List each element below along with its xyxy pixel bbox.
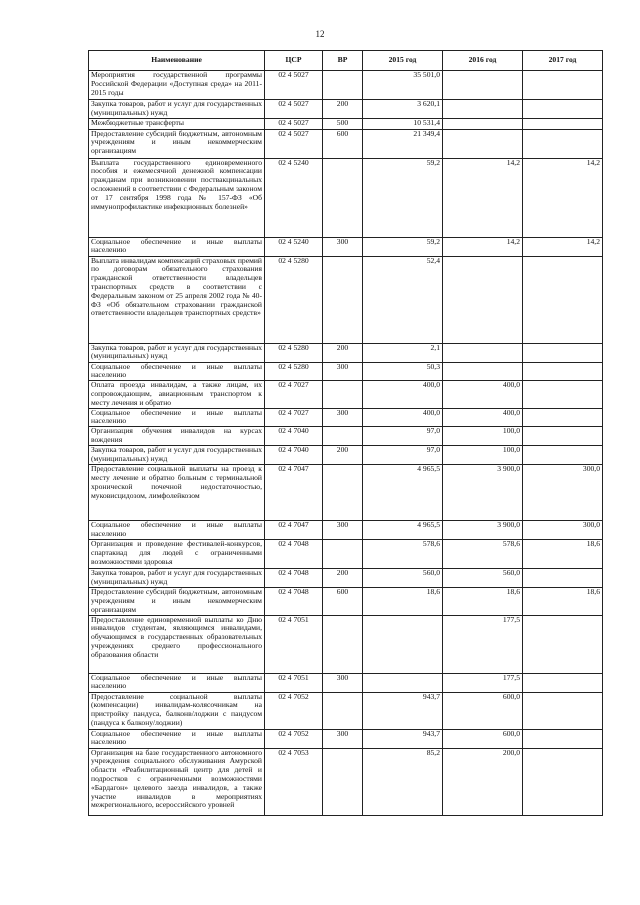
table-row bbox=[89, 408, 603, 427]
cell-vr: 200 bbox=[323, 343, 363, 362]
cell-csr: 02 4 7051 bbox=[265, 615, 323, 673]
cell-2017: 14,2 bbox=[523, 237, 603, 256]
cell-2015: 3 620,1 bbox=[363, 100, 443, 119]
table-body bbox=[89, 71, 603, 816]
cell-2015 bbox=[363, 615, 443, 673]
cell-csr: 02 4 7040 bbox=[265, 427, 323, 446]
table-row bbox=[89, 615, 603, 673]
column-header-name: Наименование bbox=[89, 51, 265, 71]
table-row bbox=[89, 427, 603, 446]
cell-vr bbox=[323, 465, 363, 521]
cell-2016 bbox=[443, 100, 523, 119]
cell-vr: 300 bbox=[323, 408, 363, 427]
cell-vr: 300 bbox=[323, 673, 363, 692]
table-row bbox=[89, 588, 603, 615]
cell-name: Предоставление субсидий бюджетным, автономным учреждениям и иным некоммерческим организациям bbox=[89, 129, 265, 158]
table-header-row bbox=[89, 51, 603, 71]
cell-2016: 177,5 bbox=[443, 673, 523, 692]
budget-table bbox=[88, 50, 603, 816]
cell-2016: 100,0 bbox=[443, 427, 523, 446]
table-row bbox=[89, 692, 603, 729]
cell-2016: 560,0 bbox=[443, 569, 523, 588]
cell-csr: 02 4 5027 bbox=[265, 100, 323, 119]
cell-csr: 02 4 7027 bbox=[265, 381, 323, 408]
column-header-csr: ЦСР bbox=[265, 51, 323, 71]
cell-2017 bbox=[523, 427, 603, 446]
cell-csr: 02 4 5280 bbox=[265, 362, 323, 381]
cell-2015: 943,7 bbox=[363, 729, 443, 748]
cell-2016: 177,5 bbox=[443, 615, 523, 673]
cell-csr: 02 4 5240 bbox=[265, 237, 323, 256]
cell-vr: 500 bbox=[323, 118, 363, 129]
cell-vr: 200 bbox=[323, 100, 363, 119]
cell-2015: 560,0 bbox=[363, 569, 443, 588]
cell-2017: 18,6 bbox=[523, 588, 603, 615]
cell-2017 bbox=[523, 256, 603, 343]
cell-2017: 300,0 bbox=[523, 465, 603, 521]
cell-name: Социальное обеспечение и иные выплаты населению bbox=[89, 408, 265, 427]
cell-name: Мероприятия государственной программы Российской Федерации «Доступная среда» на 2011-2015 годы bbox=[89, 71, 265, 100]
cell-vr bbox=[323, 381, 363, 408]
cell-csr: 02 4 5027 bbox=[265, 118, 323, 129]
cell-name: Выплата инвалидам компенсаций страховых премий по договорам обязательного страхования гражданской ответственности владельцев транспортных средств в соответствии с Федеральным законом от 25 апреля 2002 года № 40-ФЗ «Об обязательном страховании гражданской ответственности владельцев транспортных средств» bbox=[89, 256, 265, 343]
cell-csr: 02 4 5027 bbox=[265, 129, 323, 158]
cell-name: Закупка товаров, работ и услуг для государственных (муниципальных) нужд bbox=[89, 343, 265, 362]
table-row bbox=[89, 343, 603, 362]
column-header-2015: 2015 год bbox=[363, 51, 443, 71]
cell-2015: 400,0 bbox=[363, 381, 443, 408]
cell-csr: 02 4 5240 bbox=[265, 158, 323, 237]
cell-2015: 10 531,4 bbox=[363, 118, 443, 129]
cell-2017 bbox=[523, 71, 603, 100]
cell-2015: 85,2 bbox=[363, 748, 443, 815]
cell-2015: 4 965,5 bbox=[363, 521, 443, 540]
cell-name: Закупка товаров, работ и услуг для государственных (муниципальных) нужд bbox=[89, 569, 265, 588]
cell-vr: 300 bbox=[323, 237, 363, 256]
cell-2015: 943,7 bbox=[363, 692, 443, 729]
cell-vr bbox=[323, 692, 363, 729]
cell-name: Организация на базе государственного автономного учреждения социального обслуживания Амурской области «Реабилитационный центр для детей и подростков с ограниченными возможностями «Бардагон» целевого заезда инвалидов, а также участие инвалидов в мероприятиях межрегионального, всероссийского уровней bbox=[89, 748, 265, 815]
cell-name: Закупка товаров, работ и услуг для государственных (муниципальных) нужд bbox=[89, 446, 265, 465]
cell-2017 bbox=[523, 381, 603, 408]
cell-csr: 02 4 5027 bbox=[265, 71, 323, 100]
cell-csr: 02 4 7048 bbox=[265, 569, 323, 588]
cell-name: Предоставление социальной выплаты на проезд к месту лечение и обратно больным с терминальной хронической почечной недостаточностью, муковисцидозом, лимфолейкозом bbox=[89, 465, 265, 521]
cell-2015: 578,6 bbox=[363, 540, 443, 569]
cell-2015: 400,0 bbox=[363, 408, 443, 427]
page-number: 12 bbox=[315, 29, 325, 39]
cell-2015: 52,4 bbox=[363, 256, 443, 343]
table-row bbox=[89, 521, 603, 540]
table-row bbox=[89, 158, 603, 237]
cell-2016: 18,6 bbox=[443, 588, 523, 615]
cell-2015: 18,6 bbox=[363, 588, 443, 615]
cell-vr: 300 bbox=[323, 521, 363, 540]
cell-csr: 02 4 7052 bbox=[265, 692, 323, 729]
cell-2016: 400,0 bbox=[443, 381, 523, 408]
cell-csr: 02 4 7048 bbox=[265, 588, 323, 615]
table-row bbox=[89, 100, 603, 119]
table-row bbox=[89, 748, 603, 815]
cell-vr: 600 bbox=[323, 129, 363, 158]
cell-2016 bbox=[443, 362, 523, 381]
cell-2017 bbox=[523, 748, 603, 815]
cell-name: Закупка товаров, работ и услуг для государственных (муниципальных) нужд bbox=[89, 100, 265, 119]
cell-vr bbox=[323, 256, 363, 343]
cell-name: Социальное обеспечение и иные выплаты населению bbox=[89, 521, 265, 540]
cell-2017 bbox=[523, 408, 603, 427]
table-row bbox=[89, 729, 603, 748]
cell-2017 bbox=[523, 362, 603, 381]
cell-2015: 97,0 bbox=[363, 446, 443, 465]
cell-2017 bbox=[523, 673, 603, 692]
cell-vr: 200 bbox=[323, 569, 363, 588]
cell-2017 bbox=[523, 100, 603, 119]
cell-csr: 02 4 7047 bbox=[265, 465, 323, 521]
cell-name: Социальное обеспечение и иные выплаты населению bbox=[89, 729, 265, 748]
cell-2016: 400,0 bbox=[443, 408, 523, 427]
cell-2017 bbox=[523, 118, 603, 129]
cell-2017 bbox=[523, 343, 603, 362]
cell-2017: 14,2 bbox=[523, 158, 603, 237]
cell-vr bbox=[323, 427, 363, 446]
cell-2015: 4 965,5 bbox=[363, 465, 443, 521]
cell-csr: 02 4 7047 bbox=[265, 521, 323, 540]
table-row bbox=[89, 465, 603, 521]
table-row bbox=[89, 362, 603, 381]
cell-csr: 02 4 5280 bbox=[265, 343, 323, 362]
cell-2015 bbox=[363, 673, 443, 692]
cell-2016: 3 900,0 bbox=[443, 521, 523, 540]
table-row bbox=[89, 129, 603, 158]
cell-csr: 02 4 5280 bbox=[265, 256, 323, 343]
cell-2016: 600,0 bbox=[443, 729, 523, 748]
cell-2017 bbox=[523, 692, 603, 729]
cell-name: Социальное обеспечение и иные выплаты населению bbox=[89, 673, 265, 692]
table-row bbox=[89, 446, 603, 465]
cell-name: Предоставление единовременной выплаты ко Дню инвалидов студентам, являющимся инвалидами, обучающимся в государственных образовательных учреждениях среднего профессионального образования области bbox=[89, 615, 265, 673]
cell-vr bbox=[323, 748, 363, 815]
column-header-vr: ВР bbox=[323, 51, 363, 71]
cell-2017 bbox=[523, 615, 603, 673]
cell-name: Социальное обеспечение и иные выплаты населению bbox=[89, 362, 265, 381]
cell-vr: 300 bbox=[323, 729, 363, 748]
cell-2015: 97,0 bbox=[363, 427, 443, 446]
cell-name: Социальное обеспечение и иные выплаты населению bbox=[89, 237, 265, 256]
cell-2015: 35 501,0 bbox=[363, 71, 443, 100]
cell-vr: 600 bbox=[323, 588, 363, 615]
cell-csr: 02 4 7027 bbox=[265, 408, 323, 427]
column-header-2016: 2016 год bbox=[443, 51, 523, 71]
cell-2016: 3 900,0 bbox=[443, 465, 523, 521]
cell-2016: 14,2 bbox=[443, 237, 523, 256]
cell-2016: 600,0 bbox=[443, 692, 523, 729]
cell-2017: 18,6 bbox=[523, 540, 603, 569]
table-row bbox=[89, 71, 603, 100]
cell-name: Предоставление социальной выплаты (компенсации) инвалидам-колясочникам на пристройку пандуса, балконв/лоджии с пандусом (пандуса к балкону/лоджии) bbox=[89, 692, 265, 729]
cell-vr: 200 bbox=[323, 446, 363, 465]
cell-2015: 59,2 bbox=[363, 237, 443, 256]
cell-vr: 300 bbox=[323, 362, 363, 381]
cell-2015: 2,1 bbox=[363, 343, 443, 362]
cell-csr: 02 4 7053 bbox=[265, 748, 323, 815]
cell-name: Предоставление субсидий бюджетным, автономным учреждениям и иным некоммерческим организациям bbox=[89, 588, 265, 615]
cell-2017 bbox=[523, 129, 603, 158]
cell-csr: 02 4 7048 bbox=[265, 540, 323, 569]
cell-2016 bbox=[443, 71, 523, 100]
cell-2017: 300,0 bbox=[523, 521, 603, 540]
table-row bbox=[89, 256, 603, 343]
cell-vr bbox=[323, 540, 363, 569]
cell-csr: 02 4 7052 bbox=[265, 729, 323, 748]
cell-2015: 59,2 bbox=[363, 158, 443, 237]
cell-csr: 02 4 7051 bbox=[265, 673, 323, 692]
table-row bbox=[89, 569, 603, 588]
table-row bbox=[89, 237, 603, 256]
table-row bbox=[89, 381, 603, 408]
cell-2016: 14,2 bbox=[443, 158, 523, 237]
cell-vr bbox=[323, 158, 363, 237]
cell-2016: 100,0 bbox=[443, 446, 523, 465]
cell-2016 bbox=[443, 343, 523, 362]
cell-2016: 578,6 bbox=[443, 540, 523, 569]
cell-2016 bbox=[443, 256, 523, 343]
cell-name: Выплата государственного единовременного пособия и ежемесячной денежной компенсации гражданам при возникновении поствакцинальных осложнений в соответствии с Федеральным законом от 17 сентября 1998 года № 157-ФЗ «Об иммунопрофилактике инфекционных болезней» bbox=[89, 158, 265, 237]
column-header-2017: 2017 год bbox=[523, 51, 603, 71]
cell-2017 bbox=[523, 569, 603, 588]
cell-name: Организация и проведение фестивалей-конкурсов, спартакиад для людей с ограниченными возможностями здоровья bbox=[89, 540, 265, 569]
table-row bbox=[89, 118, 603, 129]
cell-name: Организация обучения инвалидов на курсах вождения bbox=[89, 427, 265, 446]
cell-vr bbox=[323, 615, 363, 673]
cell-name: Межбюджетные трансферты bbox=[89, 118, 265, 129]
cell-vr bbox=[323, 71, 363, 100]
cell-2015: 21 349,4 bbox=[363, 129, 443, 158]
cell-2017 bbox=[523, 729, 603, 748]
table-row bbox=[89, 673, 603, 692]
cell-2017 bbox=[523, 446, 603, 465]
cell-csr: 02 4 7040 bbox=[265, 446, 323, 465]
table-row bbox=[89, 540, 603, 569]
cell-2016 bbox=[443, 118, 523, 129]
cell-name: Оплата проезда инвалидам, а также лицам, их сопровождающим, авиационным транспортом к месту лечения и обратно bbox=[89, 381, 265, 408]
cell-2016: 200,0 bbox=[443, 748, 523, 815]
cell-2016 bbox=[443, 129, 523, 158]
cell-2015: 50,3 bbox=[363, 362, 443, 381]
